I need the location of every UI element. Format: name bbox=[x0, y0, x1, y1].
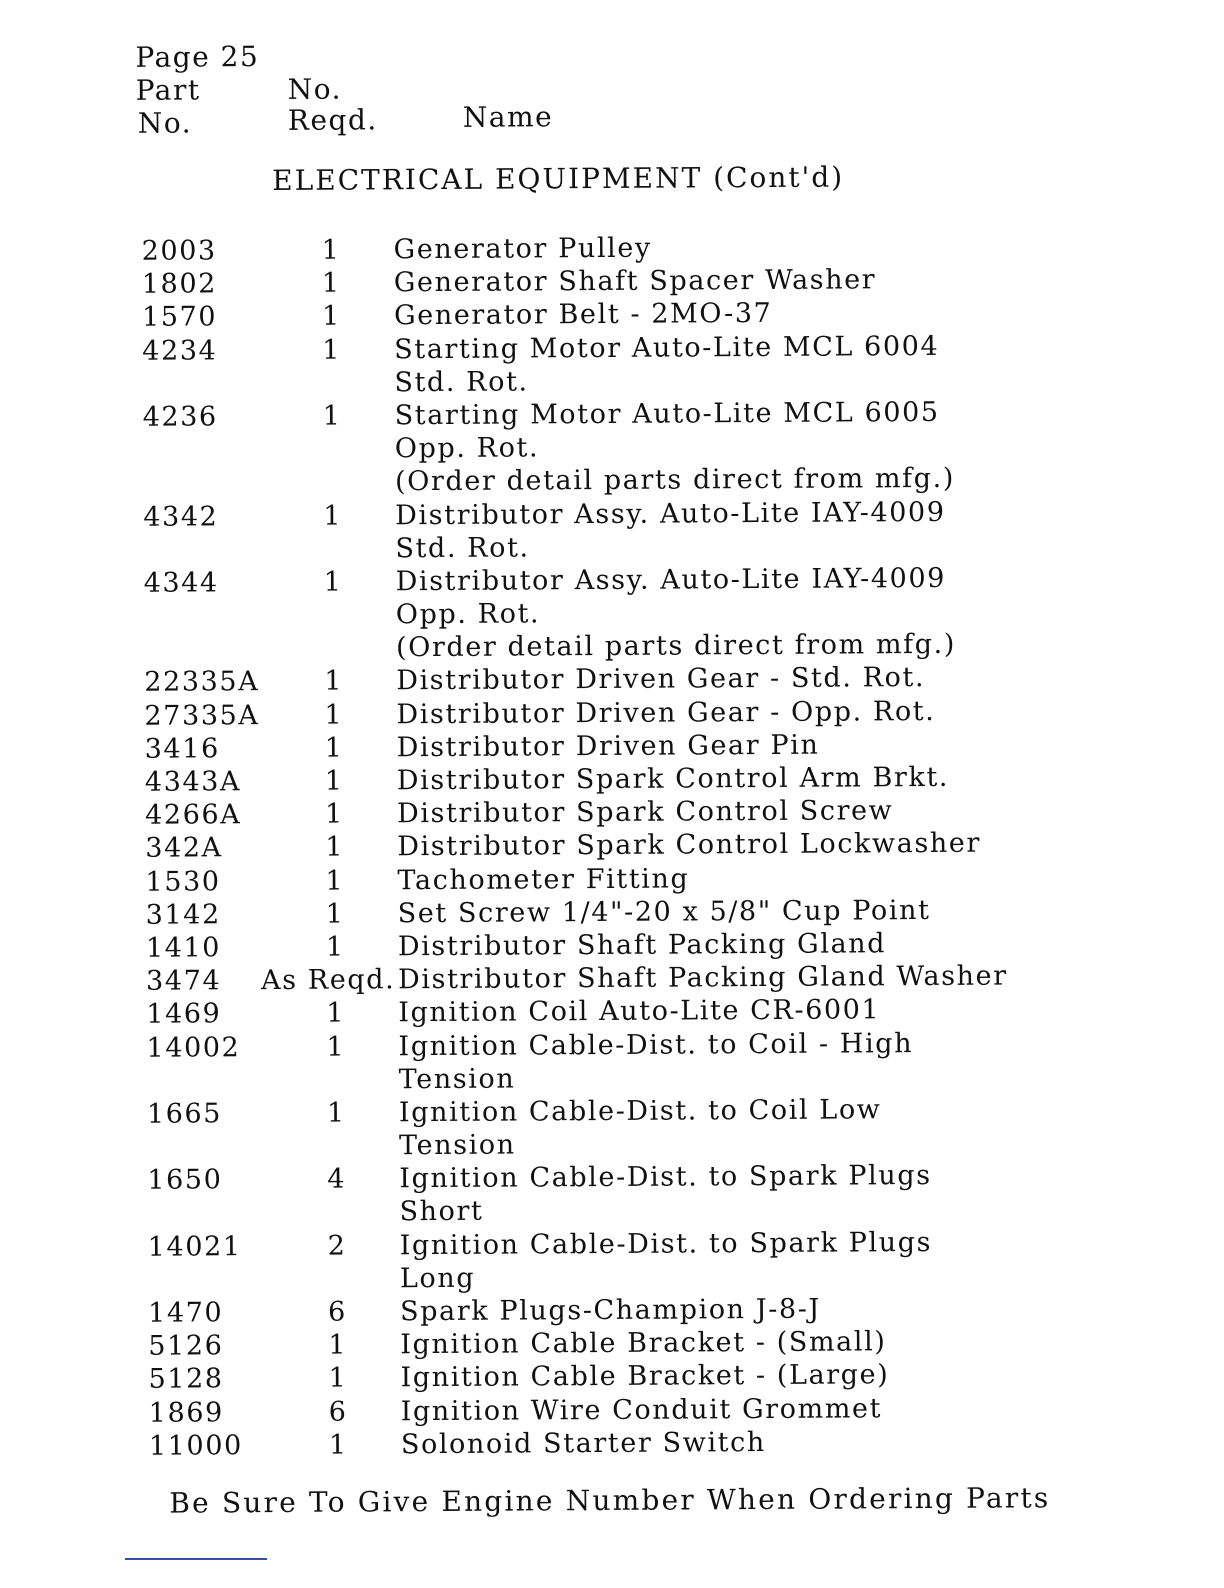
quantity-required: 1 bbox=[324, 698, 364, 731]
part-name: Set Screw 1/4"-20 x 5/8" Cup Point bbox=[398, 894, 931, 930]
quantity-required: 1 bbox=[328, 1362, 368, 1395]
quantity-required: 1 bbox=[325, 831, 365, 864]
part-name: Solonoid Starter Switch bbox=[401, 1426, 766, 1461]
col-header-no: No. bbox=[288, 73, 342, 106]
part-name: Ignition Coil Auto-Lite CR-6001 bbox=[398, 994, 880, 1030]
col-header-reqd: Reqd. bbox=[288, 103, 378, 137]
part-number: 27335A bbox=[144, 699, 264, 733]
part-number bbox=[147, 1196, 267, 1197]
part-number: 1530 bbox=[145, 865, 265, 899]
part-number: 1570 bbox=[142, 300, 262, 334]
part-number: 4236 bbox=[143, 400, 263, 434]
part-name: Ignition Cable-Dist. to Spark Plugs bbox=[400, 1226, 933, 1262]
part-number: 1410 bbox=[146, 931, 266, 965]
part-name: Distributor Driven Gear - Opp. Rot. bbox=[396, 695, 935, 731]
quantity-required: 1 bbox=[326, 930, 366, 963]
part-name: Spark Plugs-Champion J-8-J bbox=[400, 1293, 821, 1329]
part-number: 1470 bbox=[148, 1296, 268, 1330]
part-name: Distributor Assy. Auto-Lite IAY-4009 bbox=[395, 495, 946, 531]
part-number: 11000 bbox=[149, 1429, 269, 1463]
part-number: 3474 bbox=[146, 964, 266, 998]
part-number bbox=[143, 533, 263, 534]
col-header-name: Name bbox=[463, 100, 554, 134]
part-name: Std. Rot. bbox=[394, 365, 528, 399]
quantity-required: 1 bbox=[322, 333, 362, 366]
part-number: 4342 bbox=[143, 500, 263, 534]
col-header-part: Part bbox=[136, 73, 201, 106]
part-number: 1802 bbox=[142, 267, 262, 301]
quantity-required: 1 bbox=[325, 731, 365, 764]
part-name: Short bbox=[399, 1195, 483, 1229]
part-number bbox=[147, 1130, 267, 1131]
part-name: Ignition Cable-Dist. to Coil Low bbox=[399, 1093, 882, 1129]
part-name: Std. Rot. bbox=[395, 531, 529, 565]
part-number: 4266A bbox=[145, 798, 265, 832]
part-name: Distributor Shaft Packing Gland Washer bbox=[398, 960, 1008, 997]
part-number bbox=[144, 632, 264, 633]
quantity-required: 6 bbox=[328, 1295, 368, 1328]
part-name: Tachometer Fitting bbox=[397, 862, 689, 897]
footer-rule bbox=[125, 1558, 267, 1560]
quantity-required: 1 bbox=[329, 1428, 369, 1461]
section-title: ELECTRICAL EQUIPMENT (Cont'd) bbox=[272, 160, 844, 196]
part-name: Distributor Driven Gear Pin bbox=[397, 728, 820, 764]
part-number bbox=[148, 1263, 268, 1264]
part-number bbox=[142, 367, 262, 368]
part-name: Generator Belt - 2MO-37 bbox=[394, 297, 773, 332]
part-name: Distributor Spark Control Screw bbox=[397, 794, 893, 830]
part-number: 1650 bbox=[147, 1163, 267, 1197]
part-name: Distributor Driven Gear - Std. Rot. bbox=[396, 661, 925, 697]
part-number: 22335A bbox=[144, 665, 264, 699]
part-name: Generator Pulley bbox=[394, 232, 652, 267]
part-name: Opp. Rot. bbox=[395, 431, 539, 465]
part-number bbox=[147, 1064, 267, 1065]
part-name: Tension bbox=[399, 1129, 516, 1163]
part-name: Distributor Assy. Auto-Lite IAY-4009 bbox=[396, 562, 947, 598]
part-number bbox=[143, 433, 263, 434]
quantity-required: 1 bbox=[327, 1096, 367, 1129]
quantity-required: 1 bbox=[322, 267, 362, 300]
part-name: Ignition Cable Bracket - (Large) bbox=[400, 1359, 889, 1395]
part-name: Distributor Shaft Packing Gland bbox=[398, 927, 886, 963]
part-name: Ignition Cable-Dist. to Coil - High bbox=[398, 1027, 913, 1063]
part-name: Ignition Cable Bracket - (Small) bbox=[400, 1325, 886, 1361]
quantity-required: 1 bbox=[328, 1329, 368, 1362]
part-number: 5126 bbox=[148, 1329, 268, 1363]
quantity-required: 1 bbox=[324, 565, 364, 598]
part-name: (Order detail parts direct from mfg.) bbox=[396, 628, 956, 664]
part-name: Ignition Wire Conduit Grommet bbox=[401, 1392, 882, 1428]
part-name: Starting Motor Auto-Lite MCL 6005 bbox=[395, 396, 940, 432]
parts-list bbox=[142, 229, 1099, 1463]
quantity-required: 1 bbox=[326, 1030, 366, 1063]
part-number: 4344 bbox=[144, 566, 264, 600]
quantity-required: As Reqd. bbox=[261, 963, 401, 997]
quantity-required: 2 bbox=[328, 1229, 368, 1262]
part-number: 1665 bbox=[147, 1097, 267, 1131]
quantity-required: 1 bbox=[322, 300, 362, 333]
part-number: 3416 bbox=[145, 732, 265, 766]
part-number: 14002 bbox=[146, 1031, 266, 1065]
part-name: Distributor Spark Control Lockwasher bbox=[397, 827, 981, 864]
part-number: 2003 bbox=[142, 234, 262, 268]
part-number bbox=[144, 599, 264, 600]
quantity-required: 1 bbox=[323, 499, 363, 532]
part-number: 4234 bbox=[142, 334, 262, 368]
quantity-required: 1 bbox=[322, 233, 362, 266]
quantity-required: 1 bbox=[326, 997, 366, 1030]
part-name: (Order detail parts direct from mfg.) bbox=[395, 462, 955, 498]
quantity-required: 1 bbox=[325, 798, 365, 831]
quantity-required: 4 bbox=[327, 1163, 367, 1196]
part-name: Distributor Spark Control Arm Brkt. bbox=[397, 761, 949, 797]
part-number: 5128 bbox=[148, 1362, 268, 1396]
quantity-required: 1 bbox=[325, 764, 365, 797]
part-name: Generator Shaft Spacer Washer bbox=[394, 263, 877, 299]
quantity-required: 1 bbox=[325, 864, 365, 897]
quantity-required: 1 bbox=[326, 897, 366, 930]
table-row bbox=[149, 1424, 1099, 1463]
col-header-no-2: No. bbox=[138, 106, 192, 139]
part-name: Opp. Rot. bbox=[396, 597, 540, 631]
part-name: Tension bbox=[399, 1062, 516, 1096]
part-number: 342A bbox=[145, 831, 265, 865]
page-number: Page 25 bbox=[135, 40, 259, 74]
quantity-required: 1 bbox=[323, 399, 363, 432]
part-number: 4343A bbox=[145, 765, 265, 799]
part-number: 1469 bbox=[146, 997, 266, 1031]
quantity-required: 6 bbox=[329, 1395, 369, 1428]
quantity-required: 1 bbox=[324, 665, 364, 698]
footer-note: Be Sure To Give Engine Number When Ordering Parts bbox=[169, 1481, 1050, 1519]
part-name: Starting Motor Auto-Lite MCL 6004 bbox=[394, 329, 939, 365]
part-number bbox=[143, 466, 263, 467]
part-name: Long bbox=[400, 1262, 475, 1295]
part-number: 14021 bbox=[148, 1230, 268, 1264]
part-name: Ignition Cable-Dist. to Spark Plugs bbox=[399, 1159, 932, 1195]
part-number: 3142 bbox=[146, 898, 266, 932]
part-number: 1869 bbox=[149, 1396, 269, 1430]
